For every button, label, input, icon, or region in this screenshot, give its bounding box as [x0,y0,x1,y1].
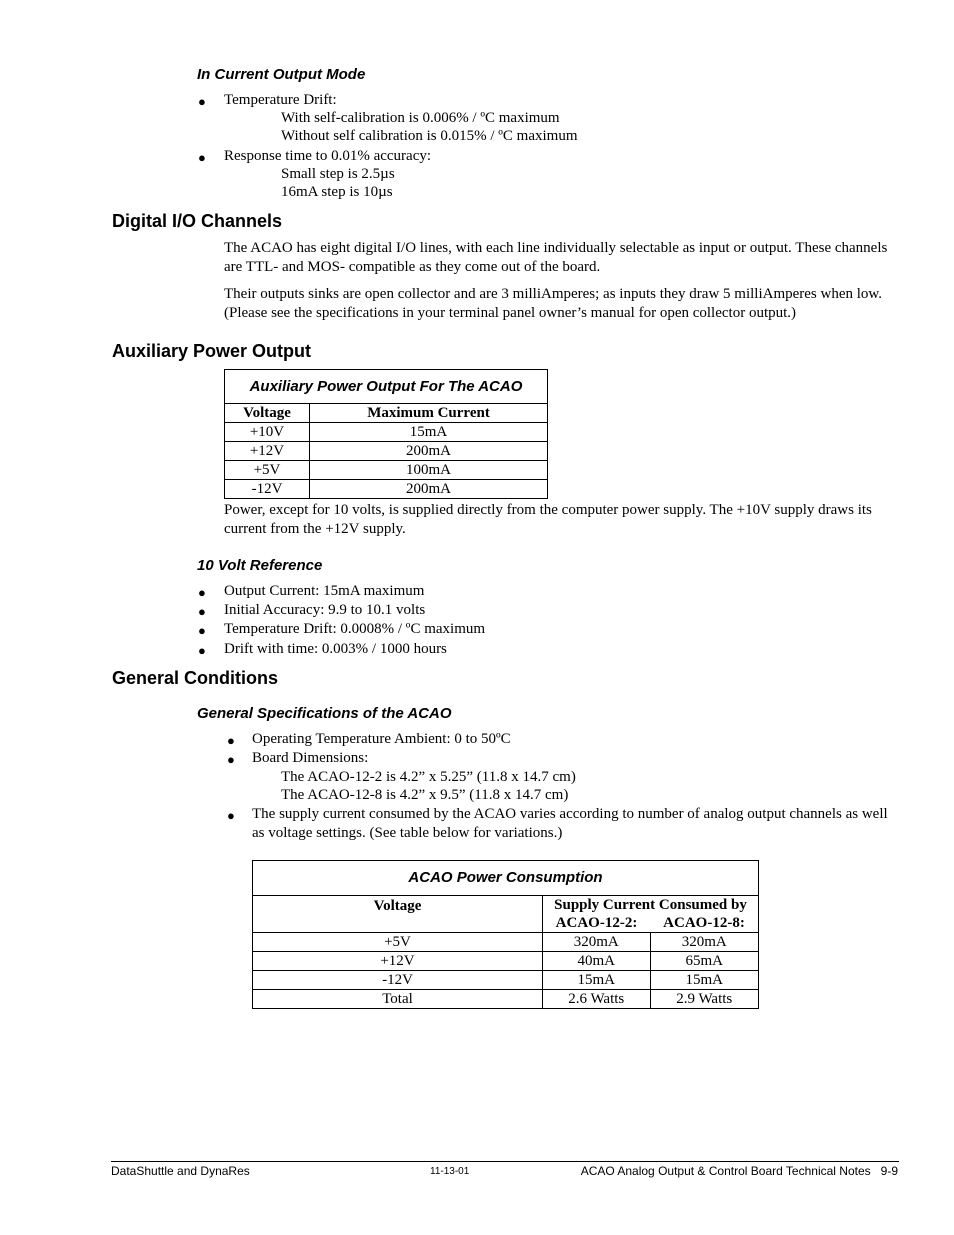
temp-drift-line-2: Without self calibration is 0.015% / ºC maximum [281,128,578,144]
ref10-item: Output Current: 15mA maximum [224,583,425,599]
power-a-cell: 40mA [543,952,651,971]
supply-current-item: The supply current consumed by the ACAO varies according to number of analog output channels as well as voltage settings. (See table below for variations.) [252,806,888,841]
power-a-cell: 2.6 Watts [543,990,651,1009]
ref10-item: Initial Accuracy: 9.9 to 10.1 volts [224,602,426,618]
general-subheading: General Specifications of the ACAO [197,705,452,722]
table-row [253,990,759,1009]
digital-io-heading: Digital I/O Channels [112,211,283,231]
power-consumption-table [252,860,759,1009]
power-b-cell: 15mA [650,971,759,990]
aux-voltage-cell: +10V [225,423,310,442]
temp-drift-item: Temperature Drift: [224,92,337,108]
power-voltage-cell: -12V [253,971,543,990]
aux-current-cell: 100mA [310,461,548,480]
aux-power-table-caption: Auxiliary Power Output For The ACAO [225,370,548,404]
bullet-icon: ● [198,585,206,600]
aux-power-heading: Auxiliary Power Output [112,341,312,361]
table-row [225,442,548,461]
footer-rule [111,1161,899,1162]
footer-left: DataShuttle and DynaRes [111,1164,250,1178]
power-col-acao-12-2: ACAO-12-2: [543,914,651,933]
power-b-cell: 2.9 Watts [650,990,759,1009]
ref10-item: Drift with time: 0.003% / 1000 hours [224,641,447,657]
bullet-icon: ● [198,94,206,109]
response-line-1: Small step is 2.5µs [281,166,395,182]
general-heading: General Conditions [112,668,279,688]
power-voltage-cell: +12V [253,952,543,971]
aux-current-cell: 200mA [310,442,548,461]
bullet-icon: ● [198,623,206,638]
aux-voltage-cell: -12V [225,480,310,499]
power-b-cell: 320mA [650,933,759,952]
footer-right [581,1164,898,1178]
aux-power-table [224,369,548,499]
page-number: 9-9 [880,1164,898,1178]
bullet-icon: ● [198,150,206,165]
power-b-cell: 65mA [650,952,759,971]
current-mode-heading: In Current Output Mode [197,66,366,83]
table-row [225,480,548,499]
digital-io-paragraph-1: The ACAO has eight digital I/O lines, with each line individually selectable as input or output. These channels are TTL- and MOS- compatible as they come out of the board. [224,240,888,275]
ref10-heading: 10 Volt Reference [197,557,323,574]
temp-drift-line-1: With self-calibration is 0.006% / ºC maximum [281,110,560,126]
aux-current-cell: 15mA [310,423,548,442]
table-row [225,423,548,442]
operating-temp-item: Operating Temperature Ambient: 0 to 50ºC [252,731,511,747]
aux-voltage-cell: +5V [225,461,310,480]
power-col-supply: Supply Current Consumed by [543,896,759,915]
table-row [253,952,759,971]
board-dimensions-item: Board Dimensions: [252,750,369,766]
digital-io-paragraph-2: Their outputs sinks are open collector and are 3 milliAmperes; as inputs they draw 5 milliAmperes when low. (Please see the specifications in your terminal panel owner’s manual for open collector output.) [224,286,883,321]
aux-col-current: Maximum Current [310,404,548,423]
board-dim-line-2: The ACAO-12-8 is 4.2” x 9.5” (11.8 x 14.7 cm) [281,787,569,803]
table-row [225,461,548,480]
aux-current-cell: 200mA [310,480,548,499]
power-a-cell: 320mA [543,933,651,952]
aux-voltage-cell: +12V [225,442,310,461]
table-row [253,933,759,952]
bullet-icon: ● [227,752,235,767]
power-voltage-cell: +5V [253,933,543,952]
power-a-cell: 15mA [543,971,651,990]
power-col-acao-12-8: ACAO-12-8: [650,914,759,933]
power-col-voltage: Voltage [253,896,543,933]
aux-power-note: Power, except for 10 volts, is supplied directly from the computer power supply. The +10V supply draws its current from the +12V supply. [224,502,872,537]
footer-date: 11-13-01 [430,1166,470,1177]
power-table-caption: ACAO Power Consumption [253,861,759,896]
bullet-icon: ● [198,643,206,658]
board-dim-line-1: The ACAO-12-2 is 4.2” x 5.25” (11.8 x 14.7 cm) [281,769,576,785]
footer-title: ACAO Analog Output & Control Board Technical Notes [580,1164,871,1178]
response-time-item: Response time to 0.01% accuracy: [224,148,432,164]
table-row [253,971,759,990]
ref10-item: Temperature Drift: 0.0008% / ºC maximum [224,621,486,637]
bullet-icon: ● [227,808,235,823]
power-voltage-cell: Total [253,990,543,1009]
bullet-icon: ● [227,733,235,748]
response-line-2: 16mA step is 10µs [281,184,393,200]
aux-col-voltage: Voltage [225,404,310,423]
bullet-icon: ● [198,604,206,619]
